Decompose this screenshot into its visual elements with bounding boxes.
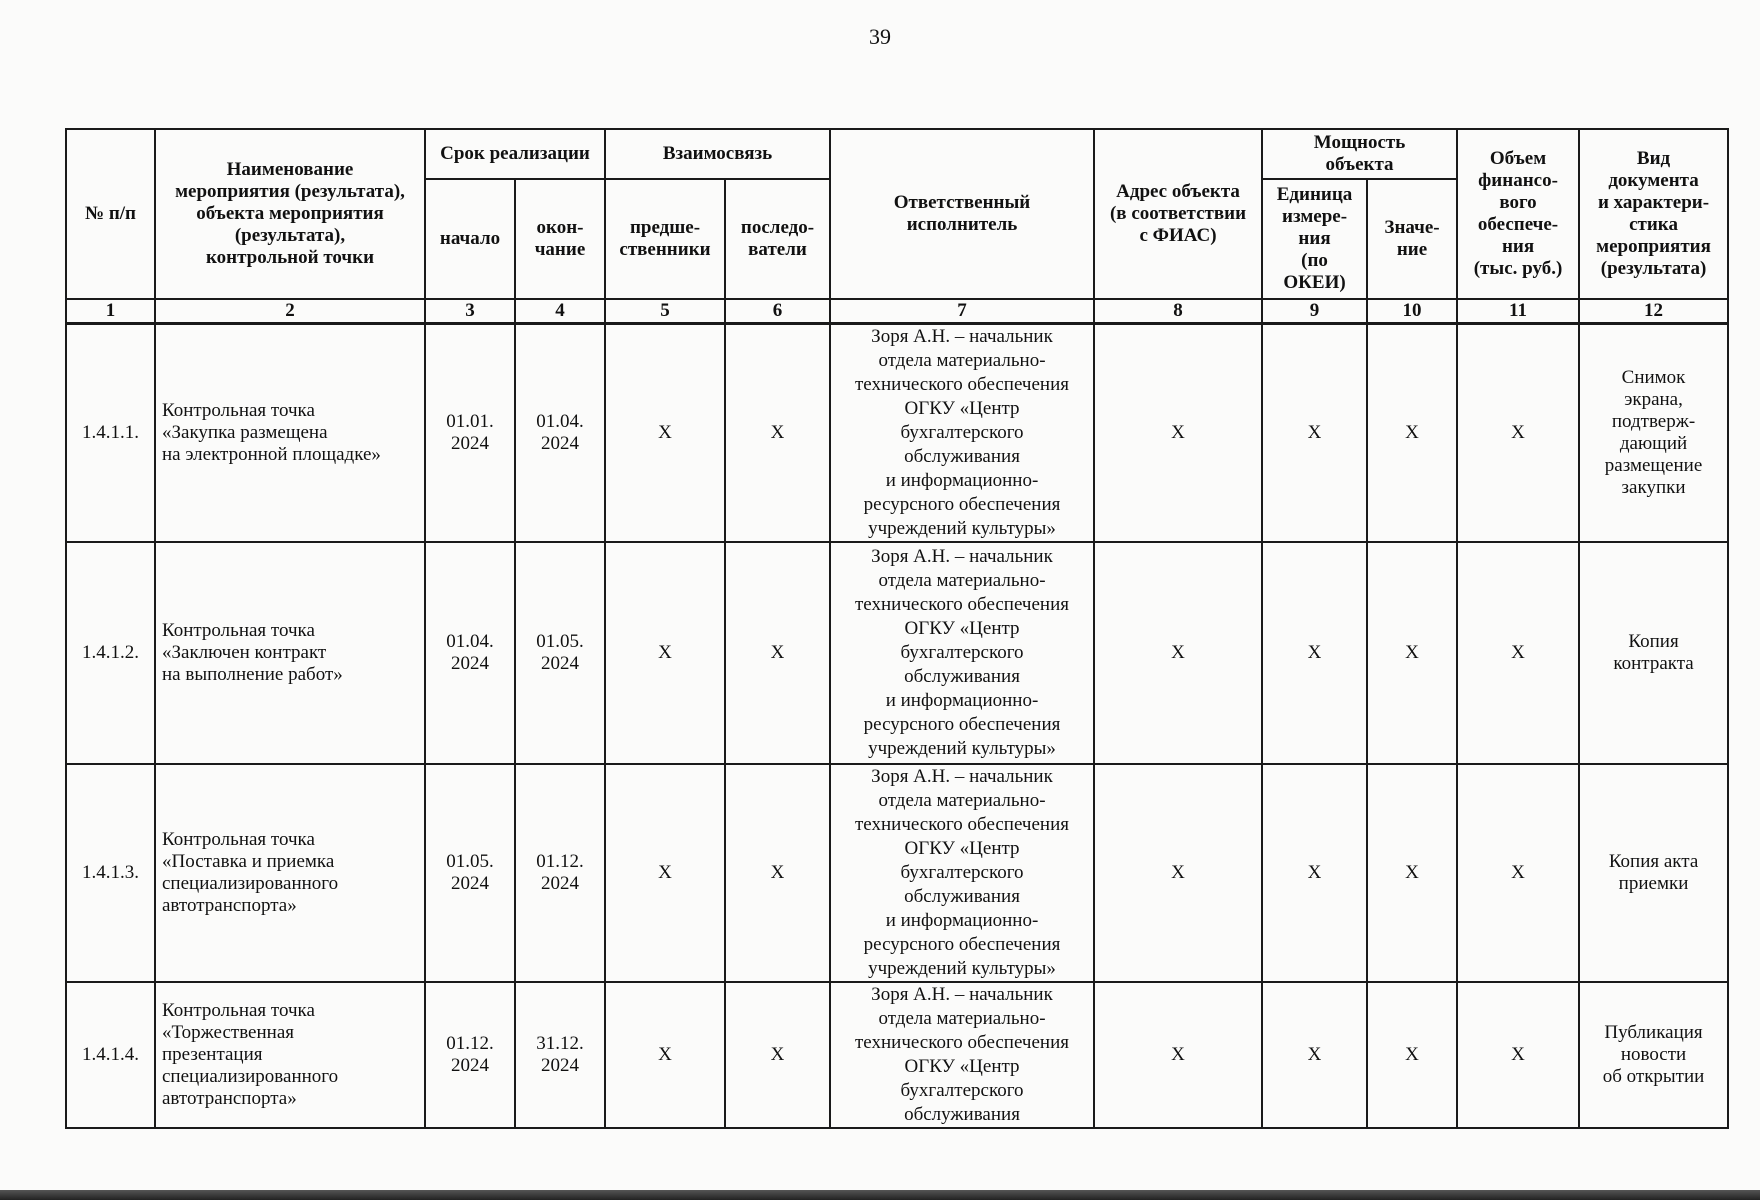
row-end: 01.04. 2024 — [515, 324, 605, 543]
row-start: 01.04. 2024 — [425, 542, 515, 764]
row-number: 1.4.1.2. — [66, 542, 155, 764]
table-row — [66, 542, 1728, 764]
row-address: X — [1094, 542, 1262, 764]
row-name: Контрольная точка «Заключен контракт на выполнение работ» — [155, 542, 425, 764]
column-number: 5 — [605, 299, 725, 324]
row-doc: Копия акта приемки — [1579, 764, 1728, 982]
column-number: 3 — [425, 299, 515, 324]
column-number: 2 — [155, 299, 425, 324]
column-number: 4 — [515, 299, 605, 324]
column-number: 11 — [1457, 299, 1579, 324]
column-number: 6 — [725, 299, 830, 324]
table-row — [66, 324, 1728, 543]
table-row — [66, 982, 1728, 1128]
row-value: X — [1367, 324, 1457, 543]
header-unit: Единица измере- ния (по ОКЕИ) — [1262, 179, 1367, 299]
column-number: 1 — [66, 299, 155, 324]
row-next: X — [725, 542, 830, 764]
header-doc: Вид документа и характери- стика мероприятия (результата) — [1579, 129, 1728, 299]
row-number: 1.4.1.4. — [66, 982, 155, 1128]
column-number: 10 — [1367, 299, 1457, 324]
row-unit: X — [1262, 764, 1367, 982]
row-end: 01.05. 2024 — [515, 542, 605, 764]
row-name: Контрольная точка «Поставка и приемка специализированного автотранспорта» — [155, 764, 425, 982]
row-responsible: Зоря А.Н. – начальник отдела материально- технического обеспечения ОГКУ «Центр бухгалтерского обслуживания — [830, 982, 1094, 1128]
header-link-prev: предше- ственники — [605, 179, 725, 299]
header-term-end: окон- чание — [515, 179, 605, 299]
row-doc: Снимок экрана, подтверж- дающий размещение закупки — [1579, 324, 1728, 543]
row-address: X — [1094, 324, 1262, 543]
row-start: 01.05. 2024 — [425, 764, 515, 982]
header-finance: Объем финансо- вого обеспече- ния (тыс. руб.) — [1457, 129, 1579, 299]
row-next: X — [725, 764, 830, 982]
row-prev: X — [605, 764, 725, 982]
checkpoints-table — [65, 128, 1729, 1129]
page-number: 39 — [869, 24, 891, 49]
row-prev: X — [605, 542, 725, 764]
row-address: X — [1094, 982, 1262, 1128]
column-number: 12 — [1579, 299, 1728, 324]
row-finance: X — [1457, 542, 1579, 764]
row-address: X — [1094, 764, 1262, 982]
header-address: Адрес объекта (в соответствии с ФИАС) — [1094, 129, 1262, 299]
header-responsible: Ответственный исполнитель — [830, 129, 1094, 299]
scan-edge-bar — [0, 1190, 1760, 1200]
row-value: X — [1367, 542, 1457, 764]
row-value: X — [1367, 764, 1457, 982]
header-term: Срок реализации — [425, 129, 605, 179]
row-responsible: Зоря А.Н. – начальник отдела материально- технического обеспечения ОГКУ «Центр бухгалтерского обслуживания и информационно- ресурсного обеспечения учреждений культуры» — [830, 324, 1094, 543]
header-name: Наименование мероприятия (результата), объекта мероприятия (результата), контрольной точки — [155, 129, 425, 299]
row-number: 1.4.1.3. — [66, 764, 155, 982]
row-unit: X — [1262, 982, 1367, 1128]
row-finance: X — [1457, 982, 1579, 1128]
header-value: Значе- ние — [1367, 179, 1457, 299]
row-responsible: Зоря А.Н. – начальник отдела материально- технического обеспечения ОГКУ «Центр бухгалтерского обслуживания и информационно- ресурсного обеспечения учреждений культуры» — [830, 764, 1094, 982]
header-capacity: Мощность объекта — [1262, 129, 1457, 179]
row-doc: Копия контракта — [1579, 542, 1728, 764]
header-term-start: начало — [425, 179, 515, 299]
column-number: 9 — [1262, 299, 1367, 324]
row-start: 01.12. 2024 — [425, 982, 515, 1128]
row-start: 01.01. 2024 — [425, 324, 515, 543]
row-number: 1.4.1.1. — [66, 324, 155, 543]
header-num: № п/п — [66, 129, 155, 299]
header-link-next: последо- ватели — [725, 179, 830, 299]
row-finance: X — [1457, 324, 1579, 543]
row-prev: X — [605, 324, 725, 543]
row-unit: X — [1262, 324, 1367, 543]
row-doc: Публикация новости об открытии — [1579, 982, 1728, 1128]
row-end: 31.12. 2024 — [515, 982, 605, 1128]
row-end: 01.12. 2024 — [515, 764, 605, 982]
row-responsible: Зоря А.Н. – начальник отдела материально- технического обеспечения ОГКУ «Центр бухгалтерского обслуживания и информационно- ресурсного обеспечения учреждений культуры» — [830, 542, 1094, 764]
row-prev: X — [605, 982, 725, 1128]
table-row — [66, 764, 1728, 982]
header-link: Взаимосвязь — [605, 129, 830, 179]
row-finance: X — [1457, 764, 1579, 982]
row-next: X — [725, 324, 830, 543]
row-next: X — [725, 982, 830, 1128]
row-name: Контрольная точка «Закупка размещена на электронной площадке» — [155, 324, 425, 543]
row-name: Контрольная точка «Торжественная презентация специализированного автотранспорта» — [155, 982, 425, 1128]
column-number: 7 — [830, 299, 1094, 324]
row-value: X — [1367, 982, 1457, 1128]
column-number: 8 — [1094, 299, 1262, 324]
row-unit: X — [1262, 542, 1367, 764]
